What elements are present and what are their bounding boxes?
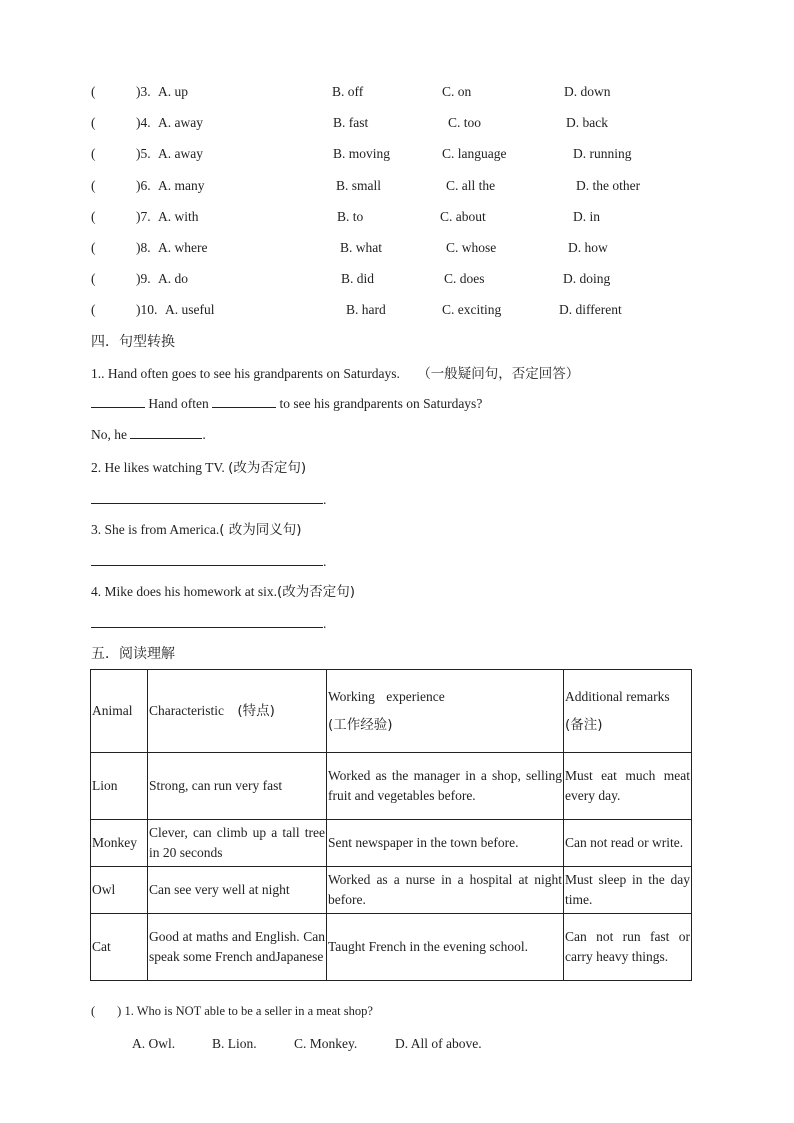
option-a[interactable]: A. do — [158, 271, 188, 286]
cell-animal: Lion — [91, 753, 148, 820]
option-b[interactable]: B. small — [336, 178, 382, 193]
cell-experience: Taught French in the evening school. — [327, 914, 564, 981]
question-number: )5. — [136, 146, 151, 161]
option-c[interactable]: C. about — [440, 209, 486, 224]
option-a[interactable]: A. with — [158, 209, 199, 224]
option-b[interactable]: B. hard — [346, 302, 386, 317]
answer-blank[interactable]: ( — [91, 84, 96, 99]
s4-q2-text: 2. He likes watching TV. — [91, 460, 225, 475]
section5-title: 五．阅读理解 — [91, 646, 175, 662]
option-d[interactable]: D. down — [564, 84, 611, 99]
s4-q3-answer[interactable]: . — [91, 552, 326, 570]
option-c[interactable]: C. Monkey. — [294, 1036, 358, 1051]
option-d[interactable]: D. different — [559, 302, 622, 317]
mc-question — [91, 178, 711, 198]
mc-question — [91, 271, 711, 291]
cell-remarks: Must eat much meat every day. — [564, 753, 692, 820]
mc-question — [91, 240, 711, 260]
option-a[interactable]: A. many — [158, 178, 205, 193]
s5-q1-options — [91, 1036, 711, 1056]
option-b[interactable]: B. to — [337, 209, 364, 224]
option-d[interactable]: D. the other — [576, 178, 641, 193]
cell-experience: Worked as a nurse in a hospital at night before. — [327, 867, 564, 914]
header-characteristic: Characteristic (特点) — [148, 670, 327, 753]
option-d[interactable]: D. All of above. — [395, 1036, 482, 1051]
cell-experience: Sent newspaper in the town before. — [327, 820, 564, 867]
table-header-row — [91, 670, 692, 753]
question-number: )10. — [136, 302, 158, 317]
option-d[interactable]: D. how — [568, 240, 608, 255]
answer-blank[interactable] — [130, 425, 202, 439]
option-b[interactable]: B. fast — [333, 115, 369, 130]
cell-remarks: Must sleep in the day time. — [564, 867, 692, 914]
header-experience: Working experience (工作经验) — [327, 670, 564, 753]
option-c[interactable]: C. does — [444, 271, 485, 286]
answer-blank[interactable]: ( — [91, 209, 96, 224]
s4-q3-hint: ( 改为同义句) — [219, 522, 302, 538]
cell-characteristic: Can see very well at night — [148, 867, 327, 914]
cell-remarks: Can not run fast or carry heavy things. — [564, 914, 692, 981]
s4-q1-mid1: Hand often — [148, 396, 209, 411]
mc-question — [91, 302, 711, 322]
table-row — [91, 753, 692, 820]
option-c[interactable]: C. language — [442, 146, 507, 161]
option-c[interactable]: C. whose — [446, 240, 497, 255]
s5-question1: ( ) 1. Who is NOT able to be a seller in a meat shop? — [91, 1004, 373, 1018]
option-a[interactable]: A. Owl. — [132, 1036, 176, 1051]
table-row — [91, 820, 692, 867]
header-remarks: Additional remarks (备注) — [564, 670, 692, 753]
cell-characteristic: Strong, can run very fast — [148, 753, 327, 820]
s4-q4 — [91, 580, 355, 600]
question-number: )8. — [136, 240, 151, 255]
option-a[interactable]: A. up — [158, 84, 188, 99]
cell-animal: Cat — [91, 914, 148, 981]
answer-blank[interactable]: ( — [91, 240, 96, 255]
option-b[interactable]: B. did — [341, 271, 375, 286]
option-b[interactable]: B. moving — [333, 146, 391, 161]
option-d[interactable]: D. doing — [563, 271, 611, 286]
s4-q1-answer-line — [91, 394, 482, 412]
s4-q1-mid2: to see his grandparents on Saturdays? — [279, 396, 483, 411]
option-a[interactable]: A. useful — [165, 302, 215, 317]
s4-q4-hint: (改为否定句) — [276, 584, 356, 600]
cell-animal: Owl — [91, 867, 148, 914]
answer-blank[interactable]: ( — [91, 271, 96, 286]
option-d[interactable]: D. running — [573, 146, 632, 161]
answer-blank[interactable]: ( — [91, 178, 96, 193]
question-number: )7. — [136, 209, 151, 224]
s4-q2-answer[interactable]: . — [91, 490, 326, 508]
section4-title: 四．句型转换 — [91, 334, 175, 350]
option-a[interactable]: A. away — [158, 115, 203, 130]
option-a[interactable]: A. where — [158, 240, 208, 255]
question-number: )9. — [136, 271, 151, 286]
mc-question — [91, 84, 711, 104]
question-number: )3. — [136, 84, 151, 99]
cell-characteristic: Clever, can climb up a tall tree in 20 seconds — [148, 820, 327, 867]
table-row — [91, 867, 692, 914]
s4-q3-text: 3. She is from America. — [91, 522, 220, 537]
option-b[interactable]: B. Lion. — [212, 1036, 257, 1051]
question-number: )6. — [136, 178, 151, 193]
option-c[interactable]: C. on — [442, 84, 472, 99]
option-d[interactable]: D. back — [566, 115, 608, 130]
cell-animal: Monkey — [91, 820, 148, 867]
s4-q1-hint: （一般疑问句，否定回答） — [417, 366, 580, 382]
answer-blank[interactable]: ( — [91, 302, 96, 317]
s4-q4-text: 4. Mike does his homework at six. — [91, 584, 277, 599]
s4-q1-answer: No, he . — [91, 427, 206, 442]
option-c[interactable]: C. too — [448, 115, 482, 130]
s4-q1-text: 1.. Hand often goes to see his grandparents on Saturdays. — [91, 366, 400, 381]
mc-question — [91, 115, 711, 135]
answer-blank[interactable]: ( — [91, 115, 96, 130]
cell-remarks: Can not read or write. — [564, 820, 692, 867]
option-a[interactable]: A. away — [158, 146, 203, 161]
option-b[interactable]: B. what — [340, 240, 382, 255]
option-c[interactable]: C. all the — [446, 178, 496, 193]
mc-question — [91, 209, 711, 229]
mc-question — [91, 146, 711, 166]
answer-blank[interactable] — [212, 394, 276, 408]
s5-q1-text: ) 1. Who is NOT able to be a seller in a meat shop? — [117, 1004, 373, 1018]
s4-q1-prefix: No, he — [91, 427, 127, 442]
option-b[interactable]: B. off — [332, 84, 364, 99]
s4-q2-hint: (改为否定句) — [228, 460, 307, 476]
header-animal: Animal — [91, 670, 148, 753]
s4-q4-answer[interactable]: . — [91, 614, 326, 632]
cell-characteristic: Good at maths and English. Can speak some French andJapanese — [148, 914, 327, 981]
answer-blank[interactable]: ( — [91, 146, 96, 161]
option-d[interactable]: D. in — [573, 209, 600, 224]
question-number: )4. — [136, 115, 151, 130]
s4-q1 — [91, 362, 579, 382]
reading-table — [90, 669, 692, 981]
table-row — [91, 914, 692, 981]
answer-blank[interactable] — [91, 394, 145, 408]
s4-q2 — [91, 456, 306, 476]
cell-experience: Worked as the manager in a shop, selling fruit and vegetables before. — [327, 753, 564, 820]
option-c[interactable]: C. exciting — [442, 302, 502, 317]
s4-q3 — [91, 518, 302, 538]
